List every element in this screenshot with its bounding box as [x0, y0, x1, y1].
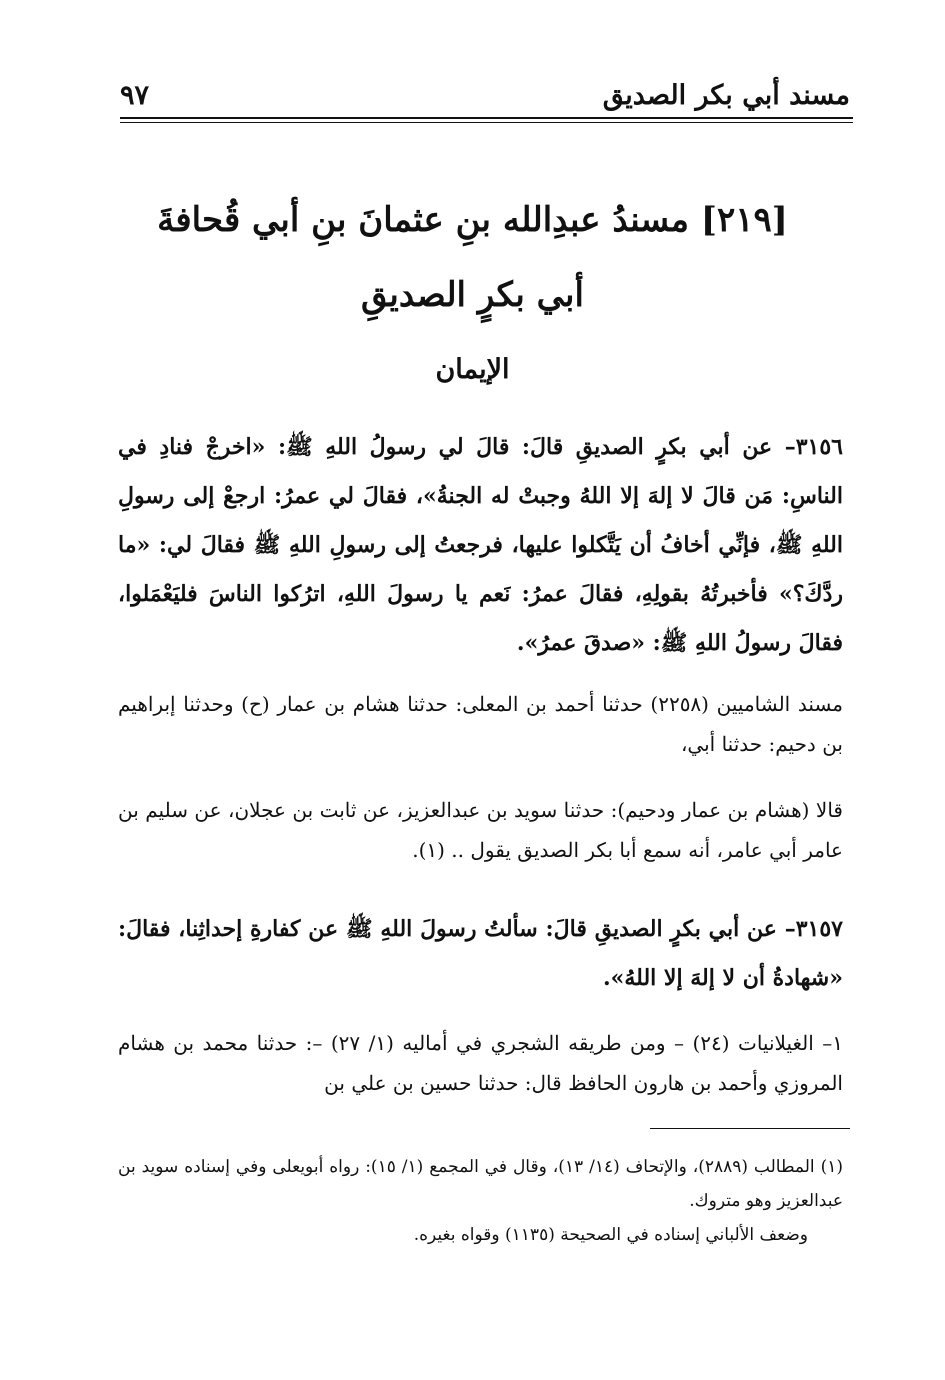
- musnad-heading-line2: أبي بكرٍ الصديقِ: [361, 275, 584, 315]
- hadith-3157-text: ٣١٥٧– عن أبي بكرٍ الصديقِ قالَ: سألتُ رسولَ اللهِ ﷺ عن كفارةِ إحداثِنا، فقالَ: «شهادةُ أن لا إلهَ إلا اللهُ».: [118, 916, 843, 991]
- running-header: [120, 80, 850, 116]
- hadith-3156: [118, 423, 843, 668]
- footnote-1-line2: وضعف الألباني إسناده في الصحيحة (١١٣٥) وقواه بغيره.: [413, 1225, 808, 1245]
- running-header-title: مسند أبي بكر الصديق: [602, 80, 850, 111]
- footnote-separator: [650, 1128, 850, 1129]
- hadith-3157: [118, 905, 843, 1003]
- source-3157-text: ١– الغيلانيات (٢٤) – ومن طريقه الشجري في أماليه (١/ ٢٧) –: حدثنا محمد بن هشام المروزي وأحمد بن هارون الحافظ قال: حدثنا حسين بن علي بن: [118, 1031, 843, 1095]
- musnad-heading-line1: [٢١٩] مسندُ عبدِالله بنِ عثمانَ بنِ أبي قُحافةَ: [157, 200, 788, 240]
- footnote-1: [118, 1150, 843, 1252]
- hadith-3156-text: ٣١٥٦– عن أبي بكرٍ الصديقِ قالَ: قالَ لي رسولُ اللهِ ﷺ: «اخرجْ فنادِ في الناسِ: مَن قالَ لا إلهَ إلا اللهُ وجبتْ له الجنةُ»، فقالَ لي عمرُ: ارجعْ إلى رسولِ اللهِ ﷺ، فإنِّي أخافُ أن يَتَّكلوا عليها، فرجعتُ إلى رسولِ اللهِ ﷺ فقالَ لي: «ما ردَّكَ؟» فأخبرتُهُ بقولِهِ، فقالَ عمرُ: نَعم يا رسولَ اللهِ، اترُكوا الناسَ فليَعْمَلوا، فقالَ رسولُ اللهِ ﷺ: «صدقَ عمرُ».: [118, 434, 843, 656]
- source-3156-a: [118, 684, 843, 764]
- header-rule-thin: [120, 122, 853, 123]
- footnote-1-line1: (١) المطالب (٢٨٨٩)، والإتحاف (١٤/ ١٣)، وقال في المجمع (١/ ١٥): رواه أبويعلى وفي إسناده سويد بن عبدالعزيز وهو متروك.: [118, 1157, 843, 1211]
- source-3156-a-text: مسند الشاميين (٢٢٥٨) حدثنا أحمد بن المعلى: حدثنا هشام بن عمار (ح) وحدثنا إبراهيم بن دحيم: حدثنا أبي،: [118, 692, 843, 756]
- source-3157: [118, 1023, 843, 1103]
- section-heading: الإيمان: [435, 354, 510, 385]
- source-3156-b: [118, 790, 843, 870]
- header-rule-thick: [120, 117, 853, 119]
- page-number: ٩٧: [120, 80, 150, 111]
- source-3156-b-text: قالا (هشام بن عمار ودحيم): حدثنا سويد بن عبدالعزيز، عن ثابت بن عجلان، عن سليم بن عامر أبي عامر، أنه سمع أبا بكر الصديق يقول .. (١).: [118, 798, 843, 862]
